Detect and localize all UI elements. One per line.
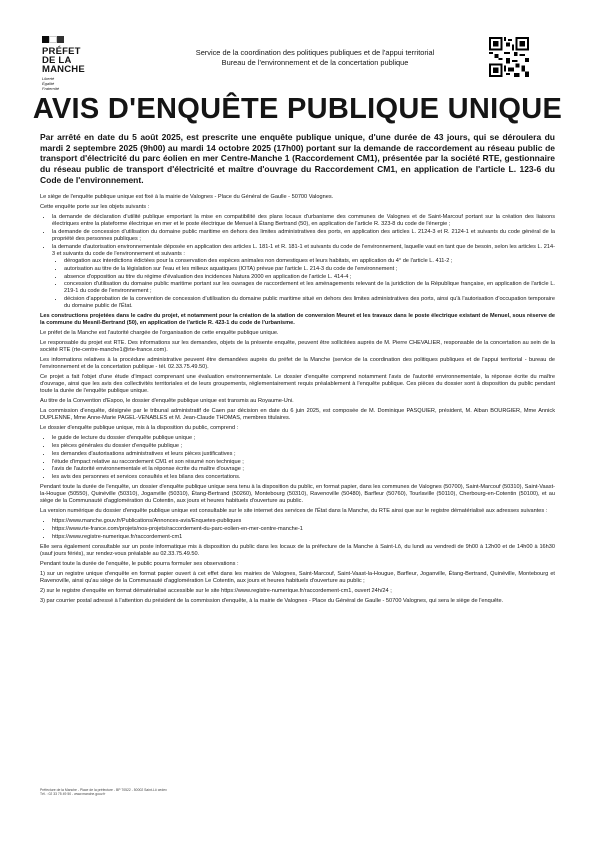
paragraph-constructions: Les constructions projetées dans le cadre du projet, et notamment pour la création de la station de conversion Meuret et les travaux dans le poste électrique existant de Menuel, sous réserve de la commune du Mesnil-Bertrand (50), en application de l'article R. 423-1 du code de l'urbanisme. xyxy=(40,313,555,327)
sub-list-item: • absence d'opposition au titre du régime d'évaluation des incidences Natura 2000 en application de l'article L. 414-4 ; xyxy=(64,274,555,281)
list-item: • les pièces générales du dossier d'enquête publique ; xyxy=(52,443,555,450)
list-item: • les demandes d'autorisations administratives et leurs pièces justificatives ; xyxy=(52,451,555,458)
paragraph-digital-dossier: La version numérique du dossier d'enquête publique unique est consultable sur le site internet des services de l'État dans la Manche, du RTE ainsi que sur le registre dématérialisé aux adresses suivantes : xyxy=(40,508,548,515)
service-line-1: Service de la coordination des politiques publiques et de l'appui territorial xyxy=(195,48,435,57)
sub-list-item: • autorisation au titre de la législation sur l'eau et les milieux aquatiques (IOTA) prévue par l'article L. 214-3 du code de l'environnement ; xyxy=(64,266,555,273)
list-item: • l'étude d'impact relative au raccordement CM1 et son résumé non technique ; xyxy=(52,459,555,466)
sub-list-item: • concession d'utilisation du domaine public maritime portant sur les ouvrages de raccordement et les aménagements relevant de la juridiction de la République française, en application de l'article L. 219-1 du code de l'environnement ; xyxy=(64,281,555,295)
service-header xyxy=(150,48,480,67)
list-item: • les avis des personnes et services consultés et les bilans des concertations. xyxy=(52,474,555,481)
footer xyxy=(40,788,180,796)
logo-line-1: PRÉFET xyxy=(42,46,81,57)
list-item: • la demande de concession d'utilisation du domaine public maritime en dehors des limites administratives des ports, en application des articles L. 2124-3 et R. 2124-1 et suivants du code général de la propriété des personnes publiques ; xyxy=(52,229,555,243)
sub-list-item: • dérogation aux interdictions édictées pour la conservation des espèces animales non domestiques et leurs habitats, en application du 4° de l'article L. 411-2 ; xyxy=(64,258,555,265)
paragraph-seat: Le siège de l'enquête publique unique est fixé à la mairie de Valognes - Place du Général de Gaulle - 50700 Valognes. xyxy=(40,194,334,200)
prefecture-logo xyxy=(42,36,84,91)
paragraph-observation-1: 1) sur un registre unique d'enquête en format papier ouvert à cet effet dans les mairies de Valognes, Saint-Marcouf, Saint-Vaast-la-Hougue, Barfleur, Joganville, Étang-Bertrand, Quinéville, Montebourg et Ravenoville, ainsi qu'au siège de la Communauté d'agglomération Le Cotentin, aux jours et heures habituels d'ouverture au public ; xyxy=(40,570,555,584)
paragraph-computer-access: Elle sera également consultable sur un poste informatique mis à disposition du public dans les locaux de la préfecture de la Manche à Saint-Lô, du lundi au vendredi de 9h00 à 12h00 et de 14h00 à 16h30 (sauf jours fériés), sur rendez-vous préalable au 02.33.75.49.50. xyxy=(40,544,555,557)
notice-body xyxy=(40,194,555,608)
paragraph-commission: La commission d'enquête, désignée par le tribunal administratif de Caen par décision en date du 6 juin 2025, est composée de M. Dominique PASQUIER, président, M. Alban BOURGIER, Mme Annick DUPLENNE, Mme Anne-Marie PAGEL-VENABLES et M. Jean-Claude THOMAS, membres titulaires. xyxy=(40,407,555,421)
footer-line: Tél. : 02 33 75 49 50 - www.manche.gouv.fr xyxy=(40,792,106,797)
paragraph-responsible: Le responsable du projet est RTE. Des informations sur les demandes, objets de la présente enquête, peuvent être sollicitées auprès de M. Pierre CHEVALIER, responsable de la concertation au sein de la société RTE (rte-centre-manche1@rte-france.com). xyxy=(40,340,555,354)
paragraph-observation-3: 3) par courrier postal adressé à l'attention du président de la commission d'enquête, à la mairie de Valognes - Place du Général de Gaulle - 50700 Valognes, qui sera le siège de l'enquête. xyxy=(40,597,504,604)
list-item: • la demande d'autorisation environnementale déposée en application des articles L. 181-1 et R. 181-1 et suivants du code de l'environnement, laquelle vaut en tant que de besoin, selon les articles L. 214-3 et suivants du code de l'environnement et suivants : • dérogation aux interdictions édictées pour la conservation des espèces animales non domestiques et leurs habitats, en application du 4° de l'article L. 411-2 ; • autorisation au titre de la législation sur l'eau et les milieux aquatiques (IOTA) prévue par l'article L. 214-3 du code de l'environnement ; • absence d'opposition au titre du régime d'évaluation des incidences Natura 2000 en application de l'article L. 414-4 ; • concession d'utilisation du domaine public maritime portant sur les ouvrages de raccordement et les aménagements relevant de la juridiction de la République française, en application de l'article L. 219-1 du code de l'environnement ; • décision d'approbation de la convention de concession d'utilisation du domaine public maritime situé en dehors des limites administratives des ports, ainsi qu'à l'autorisation d'occupation temporaire du domaine public de l'État. xyxy=(52,244,555,311)
dossier-list xyxy=(40,435,555,482)
paragraph-espoo: Au titre de la Convention d'Espoo, le dossier d'enquête publique unique est transmis au Royaume-Uni. xyxy=(40,397,294,404)
paragraph-objects-intro: Cette enquête porte sur les objets suivants : xyxy=(40,203,150,210)
lead-paragraph: Par arrêté en date du 5 août 2025, est prescrite une enquête publique unique, d'une durée de 43 jours, qui se déroulera du mardi 2 septembre 2025 (9h00) au mardi 14 octobre 2025 (17h00) portant sur la demande de raccordement au réseau public de transport d'électricité du parc éolien en mer Centre-Manche 1 (Raccordement CM1), présentée par la société RTE, gestionnaire du réseau public de transport d'électricité et maître d'ouvrage du Raccordement CM1, en application de l'article L. 123-6 du Code de l'environnement. xyxy=(40,132,555,185)
page-title: AVIS D'ENQUÊTE PUBLIQUE UNIQUE xyxy=(32,93,563,125)
service-line-2: Bureau de l'environnement et de la concertation publique xyxy=(221,57,409,67)
list-item: • l'avis de l'autorité environnementale et la réponse écrite du maître d'ouvrage ; xyxy=(52,466,555,473)
paragraph-observation-2: 2) sur le registre d'enquête en format dématérialisé accessible sur le site https://www.registre-numerique.fr/raccordement-cm1, ouvert 24h/24 ; xyxy=(40,587,392,594)
logo-line-2: DE LA MANCHE xyxy=(42,55,85,75)
list-item: • la demande de déclaration d'utilité publique emportant la mise en compatibilité des plans locaux d'urbanisme des communes de Valognes et de Saint-Marcouf portant sur la création des liaisons électriques entre la plateforme électrique en mer et le poste électrique de Menuel à Étang Bertrand (50), en application de l'article R. 323-8 du code de l'énergie ; xyxy=(52,214,555,228)
links-list xyxy=(40,518,555,541)
sub-list-item: • décision d'approbation de la convention de concession d'utilisation du domaine public maritime situé en dehors des limites administratives des ports, ainsi qu'à l'autorisation d'occupation temporaire du domaine public de l'État. xyxy=(64,296,555,310)
link-item[interactable]: • https://www.registre-numerique.fr/raccordement-cm1 xyxy=(52,534,555,541)
link-item[interactable]: • https://www.manche.gouv.fr/Publications/Annonces-avis/Enquetes-publiques xyxy=(52,518,555,525)
french-flag-icon xyxy=(42,36,64,43)
logo-motto: Liberté Égalité Fraternité xyxy=(42,76,60,91)
paragraph-observations-intro: Pendant toute la durée de l'enquête, le public pourra formuler ses observations : xyxy=(40,560,239,567)
qr-code-icon xyxy=(489,37,529,77)
paragraph-paper-dossier: Pendant toute la durée de l'enquête, un dossier d'enquête publique unique sera tenu à la disposition du public, en format papier, dans les communes de Valognes (50700), Saint-Marcouf (50310), Saint-Vaast-la-Hougue (50550), Quinéville (50310), Joganville (50310), Étang-Bertrand (50260), Montebourg (50310), Ravenoville (50480), Barfleur (50760), Tourlaville (50110), Cherbourg-en-Cotentin (50100), et au siège de la Communauté d'agglomération du Cotentin, aux jours et heures habituels d'ouverture au public. xyxy=(40,484,555,505)
footer-line: Préfecture de la Manche - Place de la préfecture - BP 70522 - 50002 Saint-Lô cedex xyxy=(40,788,167,792)
list-item: • le guide de lecture du dossier d'enquête publique unique ; xyxy=(52,435,555,442)
paragraph-info: Les informations relatives à la procédure administrative peuvent être demandées auprès du préfet de la Manche (service de la coordination des politiques publiques et de l'appui territorial - bureau de l'environnement et de la concertation publique - tél. 02.33.75.49.50). xyxy=(40,357,555,371)
paragraph-dossier-intro: Le dossier d'enquête publique unique, mis à la disposition du public, comprend : xyxy=(40,424,239,431)
objects-list xyxy=(40,214,555,310)
paragraph-impact-study: Ce projet a fait l'objet d'une étude d'impact comprenant une évaluation environnementale. Le dossier d'enquête comprend notamment l'avis de l'autorité environnementale, la réponse écrite du maître d'ouvrage, ainsi que les avis des collectivités territoriales et de leurs groupements, réglementairement requis préalablement à l'enquête publique. Ces pièces du dossier sont à disposition du public pendant toute la durée de l'enquête publique unique. xyxy=(40,373,555,394)
link-item[interactable]: • https://www.rte-france.com/projets/nos-projets/raccordement-du-parc-eolien-en-mer-centre-manche-1 xyxy=(52,526,555,533)
paragraph-authority: Le préfet de la Manche est l'autorité chargée de l'organisation de cette enquête publique unique. xyxy=(40,330,279,337)
sub-list xyxy=(52,258,555,311)
